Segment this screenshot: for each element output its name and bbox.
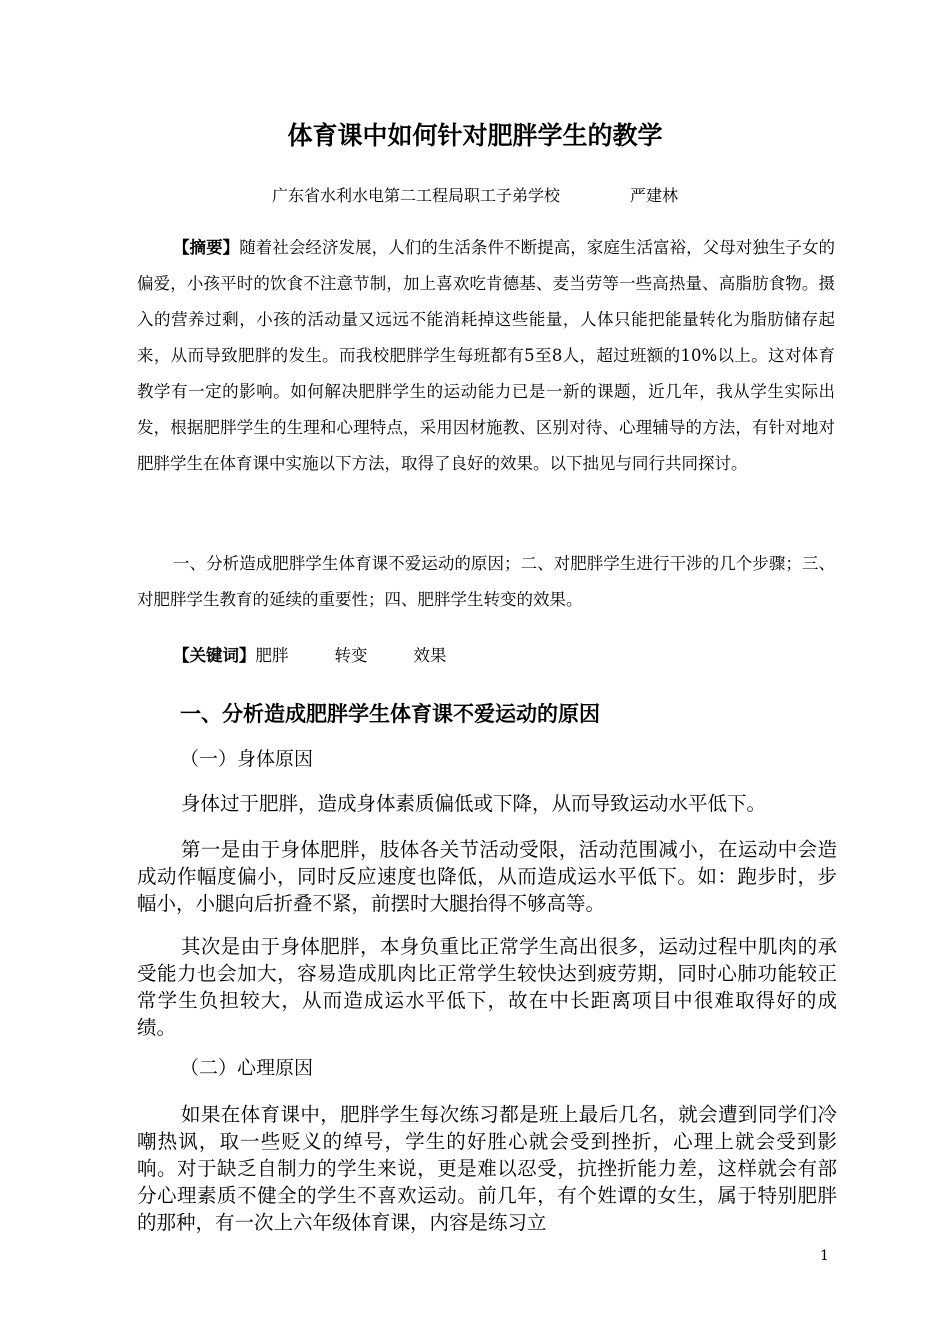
outline-paragraph: 一、分析造成肥胖学生体育课不爱运动的原因；二、对肥胖学生进行干涉的几个步骤；三、对肥胖学生教育的延续的重要性；四、肥胖学生转变的效果。 — [137, 554, 835, 609]
document-title: 体育课中如何针对肥胖学生的教学 — [287, 121, 663, 150]
byline — [0, 184, 950, 208]
subsection-heading-physical: （一）身体原因 — [180, 748, 314, 770]
page-number: 1 — [820, 1248, 829, 1264]
body-paragraph: 其次是由于身体肥胖，本身负重比正常学生高出很多，运动过程中肌肉的承受能力也会加大，容易造成肌肉比正常学生较快达到疲劳期，同时心肺功能较正常学生负担较大，从而造成运水平低下，故在中长距离项目中很难取得好的成绩。 — [137, 935, 837, 1039]
author-name: 严建林 — [630, 186, 679, 205]
abstract-label: 【摘要】 — [173, 238, 240, 257]
section-heading: 一、分析造成肥胖学生体育课不爱运动的原因 — [180, 702, 600, 726]
subsection-heading-psychological: （二）心理原因 — [180, 1057, 314, 1079]
school-name: 广东省水利水电第二工程局职工子弟学校 — [271, 186, 560, 205]
body-paragraph: 如果在体育课中，肥胖学生每次练习都是班上最后几名，就会遭到同学们冷嘲热讽，取一些贬义的绰号，学生的好胜心就会受到挫折，心理上就会受到影响。对于缺乏自制力的学生来说，更是难以忍受，抗挫折能力差，这样就会有部分心理素质不健全的学生不喜欢运动。前几年，有个姓谭的女生，属于特别肥胖的那种，有一次上六年级体育课，内容是练习立 — [137, 1103, 837, 1234]
keyword: 效果 — [413, 646, 447, 665]
abstract — [137, 230, 835, 482]
body-paragraph: 第一是由于身体肥胖，肢体各关节活动受限，活动范围减小，在运动中会造成动作幅度偏小，同时反应速度也降低，从而造成运水平低下。如：跑步时，步幅小，小腿向后折叠不紧，前摆时大腿抬得不够高等。 — [137, 838, 837, 915]
keyword: 转变 — [334, 646, 368, 665]
keyword: 肥胖 — [255, 646, 289, 665]
keywords-label: 【关键词】 — [173, 646, 256, 665]
body-paragraph: 身体过于肥胖，造成身体素质偏低或下降，从而导致运动水平低下。 — [181, 792, 767, 815]
keywords — [173, 642, 493, 670]
abstract-text: 随着社会经济发展，人们的生活条件不断提高，家庭生活富裕，父母对独生子女的偏爱，小孩平时的饮食不注意节制，加上喜欢吃肯德基、麦当劳等一些高热量、高脂肪食物。摄入的营养过剩，小孩的活动量又远远不能消耗掉这些能量，人体只能把能量转化为脂肪储存起来，从而导致肥胖的发生。而我校肥胖学生每班都有5至8人，超过班额的10%以上。这对体育教学有一定的影响。如何解决肥胖学生的运动能力已是一新的课题，近几年，我从学生实际出发，根据肥胖学生的生理和心理特点，采用因材施教、区别对待、心理辅导的方法，有针对地对肥胖学生在体育课中实施以下方法，取得了良好的效果。以下拙见与同行共同探讨。 — [137, 238, 836, 473]
